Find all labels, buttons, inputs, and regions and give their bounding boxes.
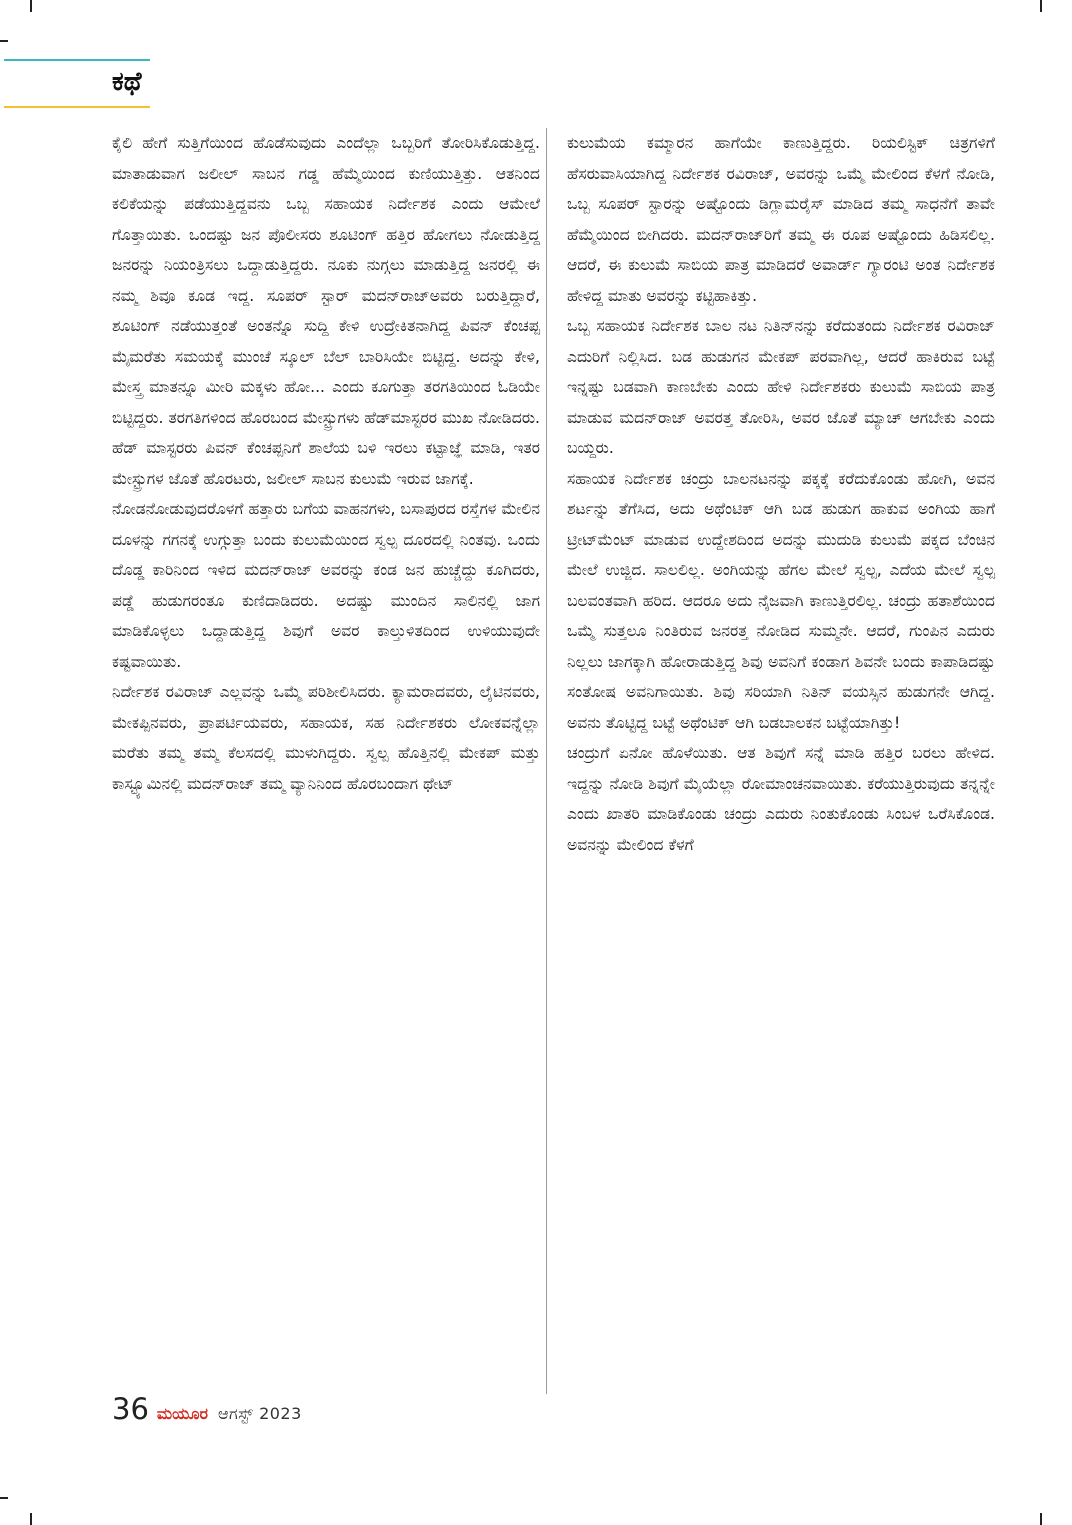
issue-date: ಆಗಸ್ಟ್ 2023 — [217, 1404, 302, 1423]
crop-mark-top-left — [30, 0, 32, 12]
magazine-logo: ಮಯೂರ — [156, 1404, 208, 1423]
crop-mark-top-right — [1040, 0, 1042, 12]
page-footer — [112, 1392, 302, 1432]
crop-mark-bottom-left — [30, 1513, 32, 1525]
column-divider — [546, 128, 547, 1394]
crop-mark-top-left-side — [0, 40, 8, 42]
header-rule-teal — [4, 59, 150, 61]
crop-mark-bottom-left-side — [0, 1497, 8, 1499]
crop-mark-bottom-right — [1040, 1513, 1042, 1525]
section-title: ಕಥೆ — [112, 67, 142, 97]
page-number: 36 — [112, 1392, 149, 1426]
article-column-right: ಕುಲುಮೆಯ ಕಮ್ಮಾರನ ಹಾಗೆಯೇ ಕಾಣುತ್ತಿದ್ದರು. ರಿಯಲಿಸ್ಟಿಕ್ ಚಿತ್ರಗಳಿಗೆ ಹೆಸರುವಾಸಿಯಾಗಿದ್ದ ನಿರ್ದೇಶಕ ರವಿರಾಜ್, ಅವರನ್ನು ಒಮ್ಮೆ ಮೇಲಿಂದ ಕೆಳಗೆ ನೋಡಿ, ಒಬ್ಬ ಸೂಪರ್ ಸ್ಟಾರನ್ನು ಅಷ್ಟೊಂದು ಡಿಗ್ಲಾಮರೈಸ್ ಮಾಡಿದ ತಮ್ಮ ಸಾಧನೆಗೆ ತಾವೇ ಹೆಮ್ಮೆಯಿಂದ ಬೀಗಿದರು. ಮದನ್‌ರಾಜ್‌ರಿಗೆ ತಮ್ಮ ಈ ರೂಪ ಅಷ್ಟೊಂದು ಹಿಡಿಸಲಿಲ್ಲ. ಆದರೆ, ಈ ಕುಲುಮೆ ಸಾಬಿಯ ಪಾತ್ರ ಮಾಡಿದರೆ ಅವಾರ್ಡ್ ಗ್ಯಾರಂಟಿ ಅಂತ ನಿರ್ದೇಶಕ ಹೇಳಿದ್ದ ಮಾತು ಅವರನ್ನು ಕಟ್ಟಿಹಾಕಿತ್ತು. ಒಬ್ಬ ಸಹಾಯಕ ನಿರ್ದೇಶಕ ಬಾಲ ನಟ ನಿತಿನ್‌ನನ್ನು ಕರೆದುತಂದು ನಿರ್ದೇಶಕ ರವಿರಾಜ್ ಎದುರಿಗೆ ನಿಲ್ಲಿಸಿದ. ಬಡ ಹುಡುಗನ ಮೇಕಪ್ ಪರವಾಗಿಲ್ಲ, ಆದರೆ ಹಾಕಿರುವ ಬಟ್ಟೆ ಇನ್ನಷ್ಟು ಬಡವಾಗಿ ಕಾಣಬೇಕು ಎಂದು ಹೇಳಿ ನಿರ್ದೇಶಕರು ಕುಲುಮೆ ಸಾಬಿಯ ಪಾತ್ರ ಮಾಡುವ ಮದನ್‌ರಾಜ್ ಅವರತ್ತ ತೋರಿಸಿ, ಅವರ ಜೊತೆ ಮ್ಯಾಚ್ ಆಗಬೇಕು ಎಂದು ಬಯ್ದರು. ಸಹಾಯಕ ನಿರ್ದೇಶಕ ಚಂದ್ರು ಬಾಲನಟನನ್ನು ಪಕ್ಕಕ್ಕೆ ಕರೆದುಕೊಂಡು ಹೋಗಿ, ಅವನ ಶರ್ಟನ್ನು ತೆಗೆಸಿದ, ಅದು ಅಥೆಂಟಿಕ್ ಆಗಿ ಬಡ ಹುಡುಗ ಹಾಕುವ ಅಂಗಿಯ ಹಾಗೆ ಟ್ರೀಟ್‌ಮೆಂಟ್ ಮಾಡುವ ಉದ್ದೇಶದಿಂದ ಅದನ್ನು ಮುದುಡಿ ಕುಲುಮೆ ಪಕ್ಕದ ಬೆಂಚಿನ ಮೇಲೆ ಉಜ್ಜಿದ. ಸಾಲಲಿಲ್ಲ. ಅಂಗಿಯನ್ನು ಹೆಗಲ ಮೇಲೆ ಸ್ವಲ್ಪ, ಎದೆಯ ಮೇಲೆ ಸ್ವಲ್ಪ ಬಲವಂತವಾಗಿ ಹರಿದ. ಆದರೂ ಅದು ನೈಜವಾಗಿ ಕಾಣುತ್ತಿರಲಿಲ್ಲ. ಚಂದ್ರು ಹತಾಶೆಯಿಂದ ಒಮ್ಮೆ ಸುತ್ತಲೂ ನಿಂತಿರುವ ಜನರತ್ತ ನೋಡಿದ ಸುಮ್ಮನೇ. ಆದರೆ, ಗುಂಪಿನ ಎದುರು ನಿಲ್ಲಲು ಜಾಗಕ್ಕಾಗಿ ಹೋರಾಡುತ್ತಿದ್ದ ಶಿವು ಅವನಿಗೆ ಕಂಡಾಗ ಶಿವನೇ ಬಂದು ಕಾಪಾಡಿದಷ್ಟು ಸಂತೋಷ ಅವನಿಗಾಯಿತು. ಶಿವು ಸರಿಯಾಗಿ ನಿತಿನ್ ವಯಸ್ಸಿನ ಹುಡುಗನೇ ಆಗಿದ್ದ. ಅವನು ತೊಟ್ಟಿದ್ದ ಬಟ್ಟೆ ಅಥೆಂಟಿಕ್ ಆಗಿ ಬಡಬಾಲಕನ ಬಟ್ಟೆಯಾಗಿತ್ತು! ಚಂದ್ರುಗೆ ಏನೋ ಹೊಳೆಯಿತು. ಆತ ಶಿವುಗೆ ಸನ್ನೆ ಮಾಡಿ ಹತ್ತಿರ ಬರಲು ಹೇಳಿದ. ಇದ್ದನ್ನು ನೋಡಿ ಶಿವುಗೆ ಮೈಯೆಲ್ಲಾ ರೋಮಾಂಚನವಾಯಿತು. ಕರೆಯುತ್ತಿರುವುದು ತನ್ನನ್ನೇ ಎಂದು ಖಾತರಿ ಮಾಡಿಕೊಂಡು ಚಂದ್ರು ಎದುರು ನಿಂತುಕೊಂಡು ಸಿಂಬಳ ಒರೆಸಿಕೊಂಡ. ಅವನನ್ನು ಮೇಲಿಂದ ಕೆಳಗೆ — [567, 134, 995, 854]
header-rule-yellow — [4, 106, 150, 108]
article-column-left: ಕೈಲಿ ಹೇಗೆ ಸುತ್ತಿಗೆಯಿಂದ ಹೊಡೆಸುವುದು ಎಂದೆಲ್ಲಾ ಒಬ್ಬರಿಗೆ ತೋರಿಸಿಕೊಡುತ್ತಿದ್ದ. ಮಾತಾಡುವಾಗ ಜಲೀಲ್ ಸಾಬನ ಗಡ್ಡ ಹೆಮ್ಮೆಯಿಂದ ಕುಣಿಯುತ್ತಿತ್ತು. ಆತನಿಂದ ಕಲಿಕೆಯನ್ನು ಪಡೆಯುತ್ತಿದ್ದವನು ಒಬ್ಬ ಸಹಾಯಕ ನಿರ್ದೇಶಕ ಎಂದು ಆಮೇಲೆ ಗೊತ್ತಾಯಿತು. ಒಂದಷ್ಟು ಜನ ಪೊಲೀಸರು ಶೂಟಿಂಗ್ ಹತ್ತಿರ ಹೋಗಲು ನೋಡುತ್ತಿದ್ದ ಜನರನ್ನು ನಿಯಂತ್ರಿಸಲು ಒದ್ದಾಡುತ್ತಿದ್ದರು. ನೂಕು ನುಗ್ಗಲು ಮಾಡುತ್ತಿದ್ದ ಜನರಲ್ಲಿ ಈ ನಮ್ಮ ಶಿವೂ ಕೂಡ ಇದ್ದ. ಸೂಪರ್ ಸ್ಟಾರ್ ಮದನ್‌ರಾಜ್‌ಅವರು ಬರುತ್ತಿದ್ದಾರೆ, ಶೂಟಿಂಗ್ ನಡೆಯುತ್ತಂತೆ ಅಂತನ್ನೊ ಸುದ್ದಿ ಕೇಳಿ ಉದ್ರೇಕಿತನಾಗಿದ್ದ ಪಿವನ್ ಕೆಂಚಪ್ಪ ಮೈಮರೆತು ಸಮಯಕ್ಕೆ ಮುಂಚೆ ಸ್ಕೂಲ್ ಬೆಲ್ ಬಾರಿಸಿಯೇ ಬಿಟ್ಟಿದ್ದ. ಅದನ್ನು ಕೇಳಿ, ಮೇಸ್ತ್ರ ಮಾತನ್ನೂ ಮೀರಿ ಮಕ್ಕಳು ಹೋ... ಎಂದು ಕೂಗುತ್ತಾ ತರಗತಿಯಿಂದ ಓಡಿಯೇ ಬಿಟ್ಟಿದ್ದರು. ತರಗತಿಗಳಿಂದ ಹೊರಬಂದ ಮೇಸ್ಟ್ರುಗಳು ಹೆಡ್‌ಮಾಸ್ಟರರ ಮುಖ ನೋಡಿದರು. ಹೆಡ್ ಮಾಸ್ಟರರು ಪಿವನ್ ಕೆಂಚಪ್ಪನಿಗೆ ಶಾಲೆಯ ಬಳಿ ಇರಲು ಕಟ್ಟಾಜ್ಞೆ ಮಾಡಿ, ಇತರ ಮೇಸ್ಟ್ರುಗಳ ಜೊತೆ ಹೊರಟರು, ಜಲೀಲ್ ಸಾಬನ ಕುಲುಮೆ ಇರುವ ಜಾಗಕ್ಕೆ. ನೋಡನೋಡುವುದರೊಳಗೆ ಹತ್ತಾರು ಬಗೆಯ ವಾಹನಗಳು, ಬಸಾಪುರದ ರಸ್ತೆಗಳ ಮೇಲಿನ ದೂಳನ್ನು ಗಗನಕ್ಕೆ ಉಗ್ಗುತ್ತಾ ಬಂದು ಕುಲುಮೆಯಿಂದ ಸ್ವಲ್ಪ ದೂರದಲ್ಲಿ ನಿಂತವು. ಒಂದು ದೊಡ್ಡ ಕಾರಿನಿಂದ ಇಳಿದ ಮದನ್‌ರಾಜ್ ಅವರನ್ನು ಕಂಡ ಜನ ಹುಚ್ಚೆದ್ದು ಕೂಗಿದರು, ಪಡ್ಡೆ ಹುಡುಗರಂತೂ ಕುಣಿದಾಡಿದರು. ಅದಷ್ಟು ಮುಂದಿನ ಸಾಲಿನಲ್ಲಿ ಜಾಗ ಮಾಡಿಕೊಳ್ಳಲು ಒದ್ದಾಡುತ್ತಿದ್ದ ಶಿವುಗೆ ಅವರ ಕಾಲ್ತುಳಿತದಿಂದ ಉಳಿಯುವುದೇ ಕಷ್ಟವಾಯಿತು. ನಿರ್ದೇಶಕ ರವಿರಾಜ್ ಎಲ್ಲವನ್ನು ಒಮ್ಮೆ ಪರಿಶೀಲಿಸಿದರು. ಕ್ಯಾಮರಾದವರು, ಲೈಟಿನವರು, ಮೇಕಪ್ಪಿನವರು, ಪ್ರಾಪರ್ಟಿಯವರು, ಸಹಾಯಕ, ಸಹ ನಿರ್ದೇಶಕರು ಲೋಕವನ್ನೆಲ್ಲಾ ಮರೆತು ತಮ್ಮ ತಮ್ಮ ಕೆಲಸದಲ್ಲಿ ಮುಳುಗಿದ್ದರು. ಸ್ವಲ್ಪ ಹೊತ್ತಿನಲ್ಲಿ ಮೇಕಪ್ ಮತ್ತು ಕಾಸ್ಟ್ಯೂಮಿನಲ್ಲಿ ಮದನ್‌ರಾಜ್ ತಮ್ಮ ವ್ಯಾನಿನಿಂದ ಹೊರಬಂದಾಗ ಥೇಟ್ — [112, 134, 540, 793]
